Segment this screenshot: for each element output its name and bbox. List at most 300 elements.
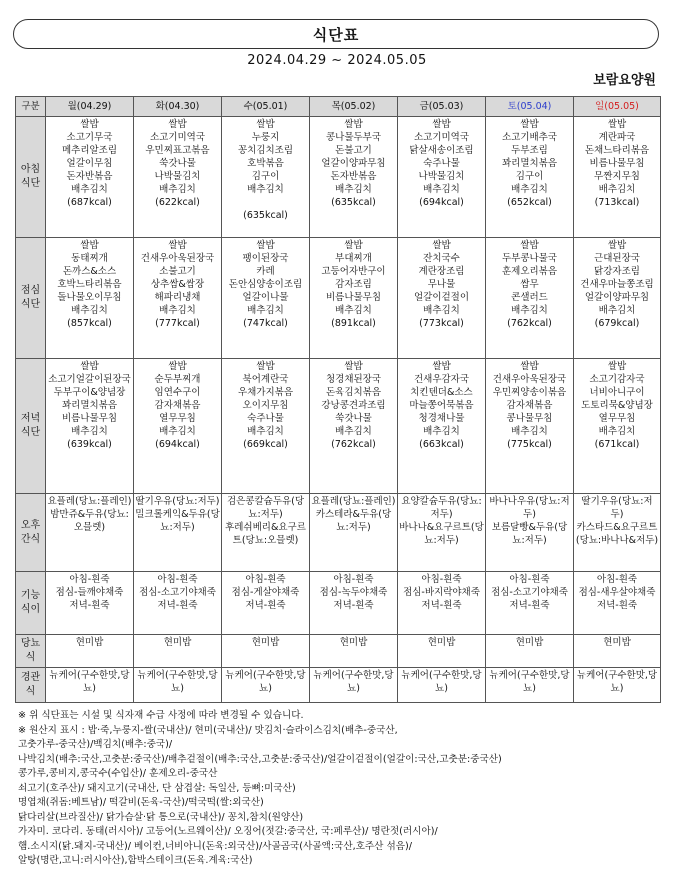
menu-item: 잔치국수	[423, 253, 460, 264]
menu-item: 두부콩나물국	[501, 253, 558, 264]
menu-item: 열무무침	[598, 413, 636, 424]
menu-cell	[310, 494, 398, 572]
menu-item: 바나나우유(당뇨:저두)	[489, 496, 570, 520]
meal-row	[16, 359, 661, 494]
menu-item: 현미밥	[75, 637, 104, 648]
menu-item: 배추김치	[71, 305, 108, 316]
menu-item: 밀크롤케익&두유(당뇨:저두)	[135, 509, 220, 533]
meal-row-label-line: 기능	[20, 590, 41, 601]
menu-item: (679kcal)	[594, 318, 640, 329]
menu-item: 비름나물무침	[325, 292, 382, 303]
page-title: 식단표	[312, 25, 360, 44]
menu-item: 쌀밥	[607, 240, 627, 251]
meal-row-label	[16, 359, 46, 494]
menu-item: 아침-흰죽	[245, 574, 286, 585]
meal-row-label-line: 식이	[20, 604, 41, 615]
menu-item: 임연수구이	[154, 387, 201, 398]
menu-item: 저녁-흰죽	[421, 600, 462, 611]
menu-item: 배추김치	[159, 426, 196, 437]
day-header: 수(05.01)	[222, 97, 310, 117]
menu-item: 아침-흰죽	[157, 574, 198, 585]
menu-item: 쌀밥	[432, 240, 451, 251]
menu-item: 점심-바지락야채죽	[403, 587, 480, 598]
menu-item: (891kcal)	[331, 318, 376, 329]
menu-cell	[398, 635, 486, 668]
menu-item: 닭살새송이조림	[409, 145, 474, 156]
menu-item: 소고기감자국	[589, 374, 645, 385]
meal-row-label	[16, 117, 46, 238]
menu-item: 돌나물오이무침	[57, 292, 122, 303]
menu-item: 배추김치	[511, 184, 548, 195]
menu-cell	[134, 635, 222, 668]
menu-item: 요양칼슘두유(당뇨:저두)	[401, 496, 482, 520]
menu-item: 쌀밥	[168, 119, 187, 130]
menu-item: (747kcal)	[243, 318, 288, 329]
menu-item: 배추김치	[335, 305, 372, 316]
menu-cell	[222, 668, 310, 703]
menu-item: 쌀밥	[344, 119, 363, 130]
meal-row-label	[16, 494, 46, 572]
menu-item: 꽈리멸치볶음	[501, 158, 558, 169]
menu-item: 저녁-흰죽	[509, 600, 550, 611]
day-header: 월(04.29)	[46, 97, 134, 117]
menu-item: 감자채볶음	[154, 400, 201, 411]
menu-item: 돈까스&소스	[62, 266, 117, 277]
day-header: 금(05.03)	[398, 97, 486, 117]
menu-item: 숙주나물	[247, 413, 284, 424]
menu-item: 배추김치	[598, 184, 636, 195]
menu-item: 카레	[256, 266, 275, 277]
menu-item: 북어계란국	[242, 374, 289, 385]
menu-item: 보름달빵&두유(당뇨:저두)	[491, 522, 568, 546]
menu-cell	[310, 635, 398, 668]
menu-item: 너비아니구이	[589, 387, 645, 398]
menu-cell	[310, 668, 398, 703]
menu-cell	[310, 359, 398, 494]
menu-item: 저녁-흰죽	[69, 600, 110, 611]
menu-item: 근대된장국	[594, 253, 640, 264]
menu-item: 딸기우유(당뇨:저두)	[135, 496, 220, 507]
menu-item: (669kcal)	[243, 439, 288, 450]
menu-item: 치킨텐더&소스	[410, 387, 473, 398]
menu-item: 메추리알조림	[61, 145, 118, 156]
menu-cell	[134, 494, 222, 572]
menu-item: 소고기미역국	[149, 132, 206, 143]
menu-item: 배추김치	[159, 184, 196, 195]
meal-row-label-line: 당뇨	[20, 638, 41, 649]
menu-item: 계란파국	[598, 132, 636, 143]
menu-item: 김구이	[251, 171, 280, 182]
menu-item: 쌀밥	[520, 119, 539, 130]
menu-item: 소불고기	[159, 266, 196, 277]
menu-item: 현미밥	[603, 637, 631, 648]
menu-item: 우민찌양송이볶음	[492, 387, 567, 398]
menu-item: 쌀밥	[607, 361, 627, 372]
menu-item: 점심-게살야채죽	[231, 587, 300, 598]
meal-row-label-line: 저녁	[20, 413, 41, 424]
menu-item: 소고기미역국	[413, 132, 470, 143]
menu-cell	[134, 359, 222, 494]
day-header: 목(05.02)	[310, 97, 398, 117]
menu-cell	[574, 359, 661, 494]
corner-header: 구분	[16, 97, 46, 117]
menu-item: 뉴케어(구수한맛,당뇨)	[225, 670, 306, 694]
meal-row-label	[16, 238, 46, 359]
menu-item: 비름나물무침	[589, 158, 645, 169]
menu-item: 현미밥	[427, 637, 456, 648]
menu-cell	[486, 635, 574, 668]
menu-item: 배추김치	[511, 305, 548, 316]
menu-cell	[398, 494, 486, 572]
menu-item: 점심-새우살야채죽	[578, 587, 656, 598]
menu-item: 호박볶음	[247, 158, 284, 169]
menu-item: 쌀밥	[256, 119, 275, 130]
note-line: 가자미. 코다리. 동태(러시아)/ 고등어(노르웨이산)/ 오징어(젓갈:중국산, 국:페루산)/ 명란젓(러시아)/	[18, 826, 438, 837]
menu-item: 뉴케어(구수한맛,당뇨)	[401, 670, 482, 694]
menu-item: 뉴케어(구수한맛,당뇨)	[49, 670, 130, 694]
menu-cell	[46, 117, 134, 238]
menu-item: 저녁-흰죽	[245, 600, 286, 611]
menu-item: 쑥갓나물	[335, 413, 372, 424]
menu-item: (857kcal)	[67, 318, 112, 329]
menu-cell	[574, 238, 661, 359]
meal-row-label	[16, 635, 46, 668]
menu-cell	[222, 635, 310, 668]
menu-item: 비름나물무침	[61, 413, 118, 424]
menu-item: 딸기우유(당뇨:저두)	[581, 496, 653, 520]
menu-item: 요플레(당뇨:플레인)	[311, 496, 396, 507]
facility-name: 보람요양원	[593, 73, 656, 88]
meal-row-label-line: 점심	[20, 285, 41, 296]
menu-item: 배추김치	[598, 305, 636, 316]
menu-item: 쌀밥	[520, 240, 539, 251]
menu-item: 검은콩칼슘두유(당뇨:저두)	[226, 496, 305, 520]
menu-cell	[134, 117, 222, 238]
menu-item: 감자채볶음	[506, 400, 553, 411]
menu-item: 나박물김치	[154, 171, 201, 182]
meal-row	[16, 572, 661, 635]
menu-item: 청경채된장국	[325, 374, 382, 385]
menu-notes	[18, 709, 663, 869]
menu-item: (622kcal)	[155, 197, 200, 208]
menu-item: (652kcal)	[507, 197, 552, 208]
menu-item: 건새우감자국	[413, 374, 470, 385]
menu-item: 뉴케어(구수한맛,당뇨)	[137, 670, 218, 694]
menu-cell	[398, 668, 486, 703]
menu-item: (694kcal)	[155, 439, 200, 450]
menu-item: 돈불고기	[335, 145, 372, 156]
meal-row	[16, 117, 661, 238]
menu-item: (687kcal)	[67, 197, 112, 208]
menu-item: 쌀밥	[80, 361, 99, 372]
menu-item: 쌀밥	[344, 240, 363, 251]
note-line: 나박김치(배추:국산,고춧분:중국산)/배추겉절이(배추:국산,고춧분:중국산)/얼갈이겉절이(얼갈이:국산,고춧분:중국산)	[18, 753, 502, 765]
menu-item: 돈안심양송이조림	[228, 279, 303, 290]
menu-item: 나박물김치	[418, 171, 465, 182]
menu-item: 콘샐러드	[511, 292, 548, 303]
menu-item: 강낭콩견과조림	[321, 400, 386, 411]
menu-item: 아침-흰죽	[509, 574, 550, 585]
note-line: 고춧가루-중국산)/백김치(배추:중국)/	[18, 739, 173, 750]
menu-title-box	[13, 19, 659, 49]
menu-cell	[134, 668, 222, 703]
menu-item: 돈자반볶음	[66, 171, 113, 182]
meal-row	[16, 635, 661, 668]
note-line: 닭다리살(브라질산)/ 닭가슴살·닭 통으로(국내산)/ 꽁치,참치(원양산)	[18, 811, 304, 823]
menu-item: 얼갈이겉절이	[413, 292, 470, 303]
meal-row-label-line: 경관	[20, 672, 41, 683]
menu-item: (639kcal)	[67, 439, 112, 450]
menu-item: 배추김치	[335, 426, 372, 437]
menu-cell	[310, 572, 398, 635]
menu-cell	[398, 572, 486, 635]
menu-cell	[46, 359, 134, 494]
menu-item: (713kcal)	[594, 197, 640, 208]
menu-cell-spacer	[223, 196, 308, 209]
menu-item: (635kcal)	[331, 197, 376, 208]
header-row	[16, 97, 661, 117]
menu-item: 쌀밥	[168, 361, 187, 372]
menu-item: 두부구이&양념장	[53, 387, 126, 398]
menu-item: 배추김치	[423, 305, 460, 316]
menu-cell	[222, 572, 310, 635]
menu-item: 배추김치	[423, 184, 460, 195]
day-header: 일(05.05)	[574, 97, 661, 117]
menu-item: 배추김치	[247, 305, 284, 316]
menu-cell	[574, 635, 661, 668]
menu-item: 쌈무	[520, 279, 539, 290]
note-line: 햄.소시지(닭.돼지-국내산)/ 베이컨,너비아니(돈육:외국산)/사골곰국(사골액:국산,호주산 섞음)/	[18, 840, 413, 852]
menu-item: 건새우아욱된장국	[140, 253, 215, 264]
menu-item: 고등어자반구이	[321, 266, 386, 277]
menu-item: 현미밥	[515, 637, 544, 648]
menu-cell	[398, 117, 486, 238]
menu-item: 우민찌표고볶음	[145, 145, 210, 156]
menu-item: (635kcal)	[243, 210, 288, 221]
note-line: ※ 위 식단표는 시설 및 식자재 수급 사정에 따라 변경될 수 있습니다.	[18, 710, 304, 721]
meal-row-label-line: 오후	[20, 519, 41, 531]
menu-item: 소고기배추국	[501, 132, 558, 143]
menu-item: 쌀밥	[432, 119, 451, 130]
menu-item: 팽이된장국	[242, 253, 289, 264]
weekly-menu-table	[15, 96, 661, 703]
menu-item: 우채가지볶음	[237, 387, 294, 398]
menu-item: 배추김치	[247, 426, 284, 437]
menu-item: 후레쉬베리&요구르트(당뇨:오믈렛)	[225, 522, 306, 546]
menu-cell	[46, 635, 134, 668]
menu-cell	[486, 359, 574, 494]
day-header: 토(05.04)	[486, 97, 574, 117]
menu-cell	[310, 238, 398, 359]
menu-item: 배추김치	[598, 426, 636, 437]
meal-row-label	[16, 668, 46, 703]
menu-item: 쌀밥	[80, 240, 99, 251]
menu-item: 얼갈이양파무침	[321, 158, 386, 169]
meal-row-label-line: 아침	[20, 164, 41, 175]
menu-item: 요플레(당뇨:플레인)	[47, 496, 132, 507]
menu-item: 도토리묵&양념장	[581, 400, 653, 411]
menu-item: 계란장조림	[418, 266, 465, 277]
menu-item: 훈제오리볶음	[501, 266, 558, 277]
note-line: 쇠고기(호주산)/ 돼지고기(국내산, 단 삼겹살: 독일산, 등뼈:미국산)	[18, 782, 296, 794]
menu-item: 배추김치	[71, 184, 108, 195]
menu-item: 꽁치김치조림	[237, 145, 294, 156]
menu-item: 뉴케어(구수한맛,당뇨)	[313, 670, 394, 694]
menu-cell	[222, 238, 310, 359]
menu-cell	[486, 494, 574, 572]
menu-item: 현미밥	[163, 637, 192, 648]
meal-row-label-line: 식단	[20, 427, 41, 438]
menu-period: 2024.04.29 ~ 2024.05.05	[247, 53, 427, 68]
menu-item: 순두부찌개	[154, 374, 201, 385]
menu-item: 쌀밥	[168, 240, 187, 251]
menu-item: 무나물	[427, 279, 456, 290]
meal-row	[16, 238, 661, 359]
menu-item: 쌀밥	[344, 361, 363, 372]
menu-cell	[46, 572, 134, 635]
menu-item: 소고기무국	[66, 132, 113, 143]
menu-cell	[574, 572, 661, 635]
menu-cell	[486, 572, 574, 635]
meal-row-label-line: 식	[25, 652, 36, 663]
menu-item: 건새우마늘쫑조림	[580, 279, 654, 290]
menu-item: 저녁-흰죽	[157, 600, 198, 611]
menu-cell	[134, 238, 222, 359]
menu-cell	[222, 117, 310, 238]
menu-item: 배추김치	[511, 426, 548, 437]
menu-item: 저녁-흰죽	[596, 600, 638, 611]
menu-item: 동태찌개	[71, 253, 108, 264]
menu-cell	[310, 117, 398, 238]
menu-item: 쌀밥	[80, 119, 99, 130]
menu-item: 열무무침	[159, 413, 196, 424]
menu-item: 돈육김치볶음	[325, 387, 382, 398]
menu-item: (762kcal)	[331, 439, 376, 450]
menu-item: 저녁-흰죽	[333, 600, 374, 611]
menu-cell	[134, 572, 222, 635]
menu-item: 호박느타리볶음	[57, 279, 122, 290]
menu-item: 청경채나물	[418, 413, 465, 424]
menu-item: 감자조림	[335, 279, 372, 290]
menu-cell	[398, 359, 486, 494]
day-header: 화(04.30)	[134, 97, 222, 117]
menu-cell	[574, 117, 661, 238]
menu-cell	[46, 494, 134, 572]
menu-item: 점심-소고기야채죽	[491, 587, 568, 598]
menu-item: 오이지무침	[242, 400, 289, 411]
menu-cell	[46, 668, 134, 703]
menu-item: (663kcal)	[419, 439, 464, 450]
menu-item: 무짠지무침	[594, 171, 640, 182]
menu-item: 배추김치	[335, 184, 372, 195]
menu-item: (671kcal)	[594, 439, 640, 450]
menu-item: 얼갈이나물	[242, 292, 289, 303]
menu-item: 배추김치	[423, 426, 460, 437]
menu-item: 아침-흰죽	[596, 574, 638, 585]
menu-item: (762kcal)	[507, 318, 552, 329]
menu-item: 쌀밥	[256, 361, 275, 372]
menu-item: 돈자반볶음	[330, 171, 377, 182]
menu-cell	[222, 359, 310, 494]
menu-item: 뉴케어(구수한맛,당뇨)	[489, 670, 570, 694]
meal-row	[16, 668, 661, 703]
menu-cell	[46, 238, 134, 359]
menu-item: 마늘쫑어묵볶음	[409, 400, 474, 411]
menu-item: 쌀밥	[432, 361, 451, 372]
menu-item: 얼갈이양파무침	[584, 292, 650, 303]
menu-item: 콩나물두부국	[325, 132, 382, 143]
menu-item: 배추김치	[159, 305, 196, 316]
meal-row-label	[16, 572, 46, 635]
meal-row-label-line: 식	[25, 686, 36, 697]
menu-cell	[222, 494, 310, 572]
menu-item: 소고기얼갈이된장국	[48, 374, 131, 385]
menu-item: 돈채느타리볶음	[584, 145, 650, 156]
menu-item: 점심-소고기야채죽	[139, 587, 216, 598]
meal-row	[16, 494, 661, 572]
note-line: ※ 원산지 표시 : 밥·죽,누룽지-쌀(국내산)/ 현미(국내산)/ 맛김치·슬라이스김치(배추-중국산,	[18, 724, 398, 736]
menu-item: 상추쌈&쌈장	[150, 279, 205, 290]
menu-cell	[574, 668, 661, 703]
menu-item: 건새우아욱된장국	[492, 374, 567, 385]
menu-item: 아침-흰죽	[333, 574, 374, 585]
menu-item: 밤만쥬&두유(당뇨:오믈렛)	[50, 509, 129, 533]
menu-item: 현미밥	[339, 637, 368, 648]
menu-item: 점심-녹두야채죽	[319, 587, 388, 598]
note-line: 콩가루,콩비지,콩국수(수입산)/ 훈제오리-중국산	[18, 768, 218, 779]
menu-cell	[486, 117, 574, 238]
menu-item: 누룽지	[251, 132, 280, 143]
menu-item: 뉴케어(구수한맛,당뇨)	[576, 670, 658, 694]
menu-item: 부대찌개	[335, 253, 372, 264]
menu-item: 배추김치	[71, 426, 108, 437]
menu-item: 바나나&요구르트(당뇨:저두)	[399, 522, 484, 546]
menu-item: 꽈리멸치볶음	[61, 400, 118, 411]
menu-item: (777kcal)	[155, 318, 200, 329]
menu-item: 카스타드&요구르트(당뇨:바나나&저두)	[575, 522, 659, 546]
menu-item: 아침-흰죽	[69, 574, 110, 585]
menu-item: 배추김치	[247, 184, 284, 195]
menu-item: 점심-들깨야채죽	[55, 587, 124, 598]
meal-row-label-line: 간식	[20, 533, 41, 545]
menu-item: 콩나물무침	[506, 413, 553, 424]
menu-item: (694kcal)	[419, 197, 464, 208]
menu-item: 얼갈이무침	[66, 158, 113, 169]
menu-item: 해파리냉채	[154, 292, 201, 303]
menu-item: 쑥갓나물	[159, 158, 196, 169]
menu-cell	[486, 668, 574, 703]
menu-item: 닭강자조림	[594, 266, 640, 277]
menu-item: 두부조림	[511, 145, 548, 156]
menu-item: 숙주나물	[423, 158, 460, 169]
menu-item: 쌀밥	[607, 119, 627, 130]
note-line: 알탕(명란,고니:러시아산),함박스테이크(돈육.계육:국산)	[18, 855, 253, 866]
menu-item: 쌀밥	[520, 361, 539, 372]
menu-item: (775kcal)	[507, 439, 552, 450]
menu-item: 현미밥	[251, 637, 280, 648]
menu-cell	[486, 238, 574, 359]
menu-item: 아침-흰죽	[421, 574, 462, 585]
menu-item: 쌀밥	[256, 240, 275, 251]
menu-cell	[574, 494, 661, 572]
note-line: 명엽채(쥐돔:베트남)/ 떡갈비(돈육-국산)/떡국떡(쌀:외국산)	[18, 797, 264, 808]
menu-item: 김구이	[515, 171, 544, 182]
meal-row-label-line: 식단	[20, 299, 41, 310]
menu-item: (773kcal)	[419, 318, 464, 329]
menu-item: 카스테라&두유(당뇨:저두)	[315, 509, 392, 533]
menu-cell	[398, 238, 486, 359]
meal-row-label-line: 식단	[20, 178, 41, 189]
